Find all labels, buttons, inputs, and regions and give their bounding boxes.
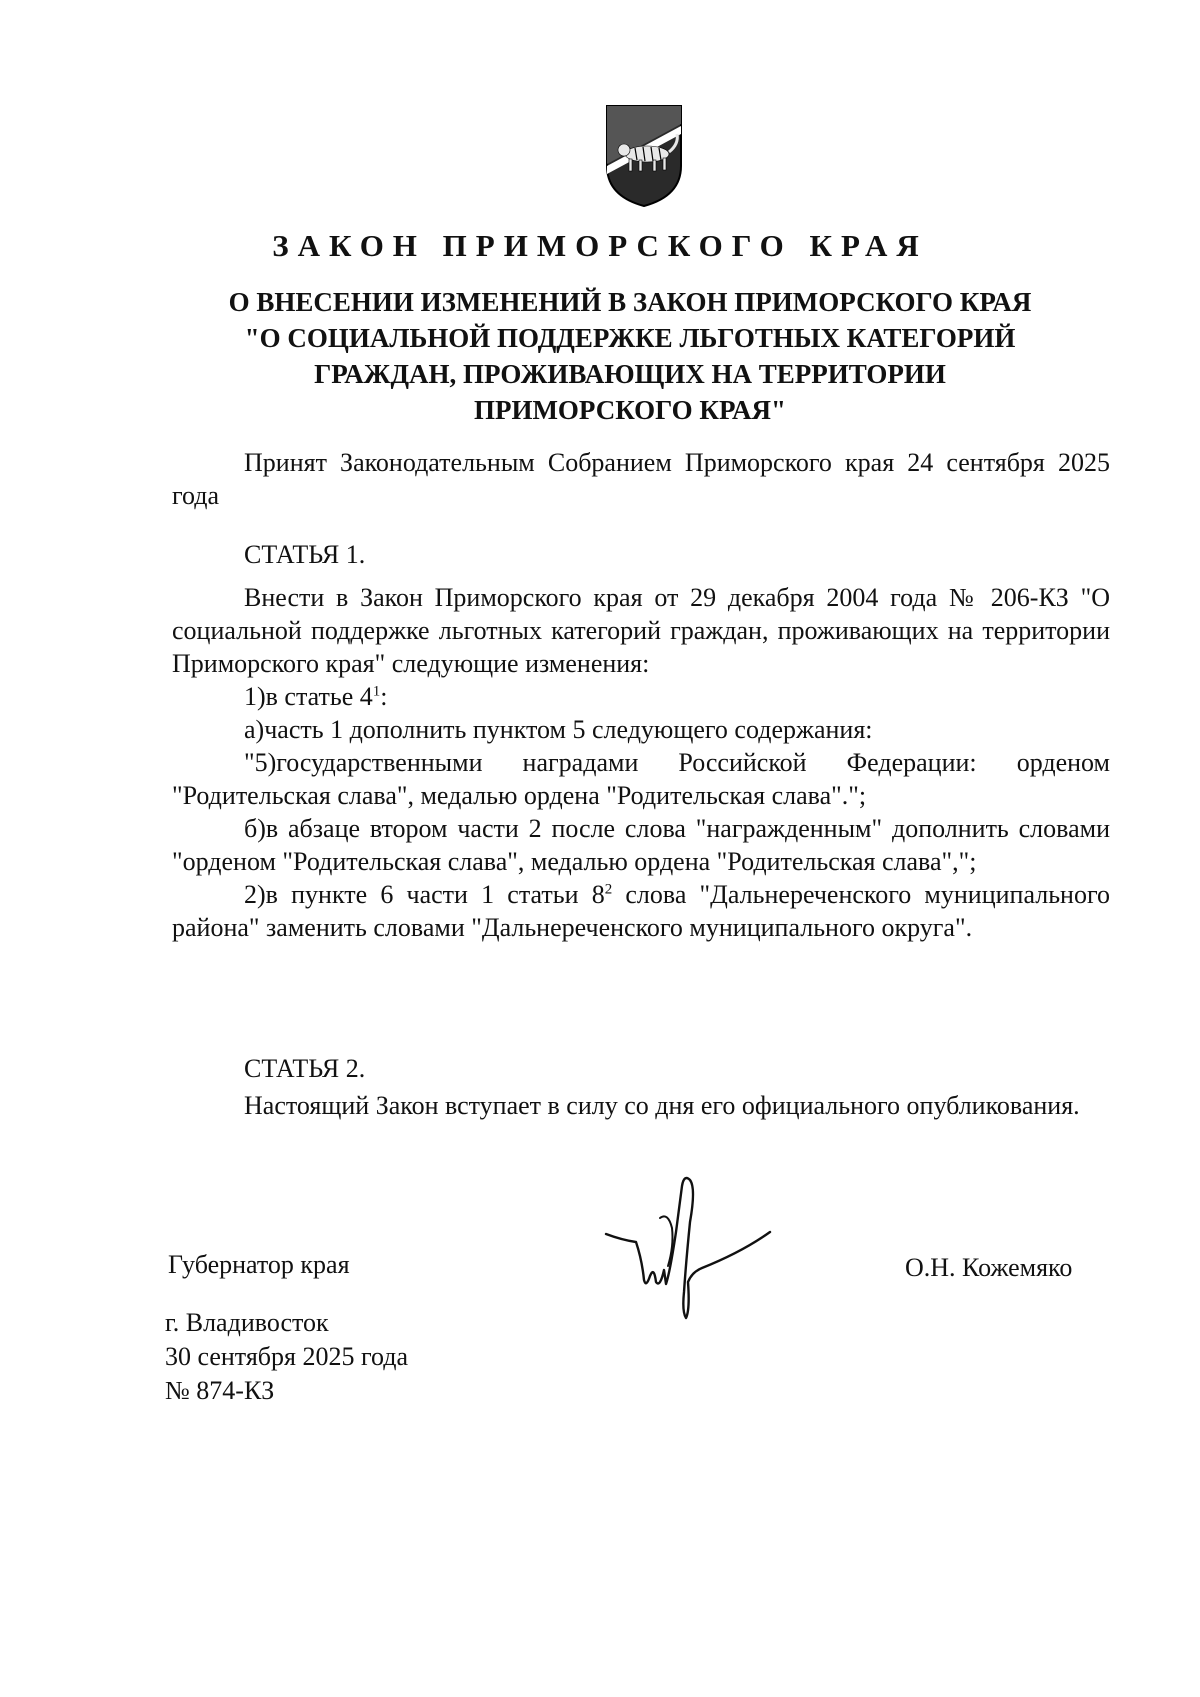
law-subtitle xyxy=(200,284,1060,428)
article-2-heading: СТАТЬЯ 2. xyxy=(244,1054,366,1083)
handwritten-signature xyxy=(602,1172,772,1332)
subtitle-line: ПРИМОРСКОГО КРАЯ" xyxy=(473,395,787,425)
article-1-body xyxy=(172,581,1110,944)
signatory-name: О.Н. Кожемяко xyxy=(905,1253,1073,1282)
article-2-text: Настоящий Закон вступает в силу со дня его официального опубликования. xyxy=(244,1091,1080,1120)
primorsky-krai-coat-of-arms-icon xyxy=(601,104,687,208)
article-2-body xyxy=(172,1089,1110,1122)
law-number: № 874-КЗ xyxy=(165,1376,275,1405)
place-of-signing: г. Владивосток xyxy=(165,1308,329,1337)
article-1-item-1: 1)в статье $4^1$: xyxy=(244,682,388,711)
date-of-signing: 30 сентября 2025 года xyxy=(165,1342,409,1371)
article-1-item-1a-quote: "5)государственными наградами Российской Федерации: орденом "Родительская слава", медалью ордена "Родительская слава"."; xyxy=(172,748,1110,810)
article-1-item-2: 2)в пункте 6 части 1 статьи $8^2$ слова "Дальнереченского муниципального района" заменить словами "Дальнереченского муниципального округа". xyxy=(172,880,1110,942)
adoption-note: Принят Законодательным Собранием Приморского края 24 сентября 2025 года xyxy=(172,448,1110,510)
subtitle-line: "О СОЦИАЛЬНОЙ ПОДДЕРЖКЕ ЛЬГОТНЫХ КАТЕГОРИЙ xyxy=(244,323,1016,353)
article-1-item-1a: а)часть 1 дополнить пунктом 5 следующего содержания: xyxy=(244,715,873,744)
article-1-intro: Внести в Закон Приморского края от 29 декабря 2004 года № 206-КЗ "О социальной поддержке льготных категорий граждан, проживающих на территории Приморского края" следующие изменения: xyxy=(172,583,1110,678)
law-title: ЗАКОН ПРИМОРСКОГО КРАЯ xyxy=(272,228,928,263)
article-1-item-1b: б)в абзаце втором части 2 после слова "награжденным" дополнить словами "орденом "Родительская слава", медалью ордена "Родительская слава","; xyxy=(172,814,1110,876)
signatory-position: Губернатор края xyxy=(168,1250,350,1279)
subtitle-line: О ВНЕСЕНИИ ИЗМЕНЕНИЙ В ЗАКОН ПРИМОРСКОГО КРАЯ xyxy=(228,287,1032,317)
article-1-heading: СТАТЬЯ 1. xyxy=(244,540,366,569)
subtitle-line: ГРАЖДАН, ПРОЖИВАЮЩИХ НА ТЕРРИТОРИИ xyxy=(314,359,946,389)
